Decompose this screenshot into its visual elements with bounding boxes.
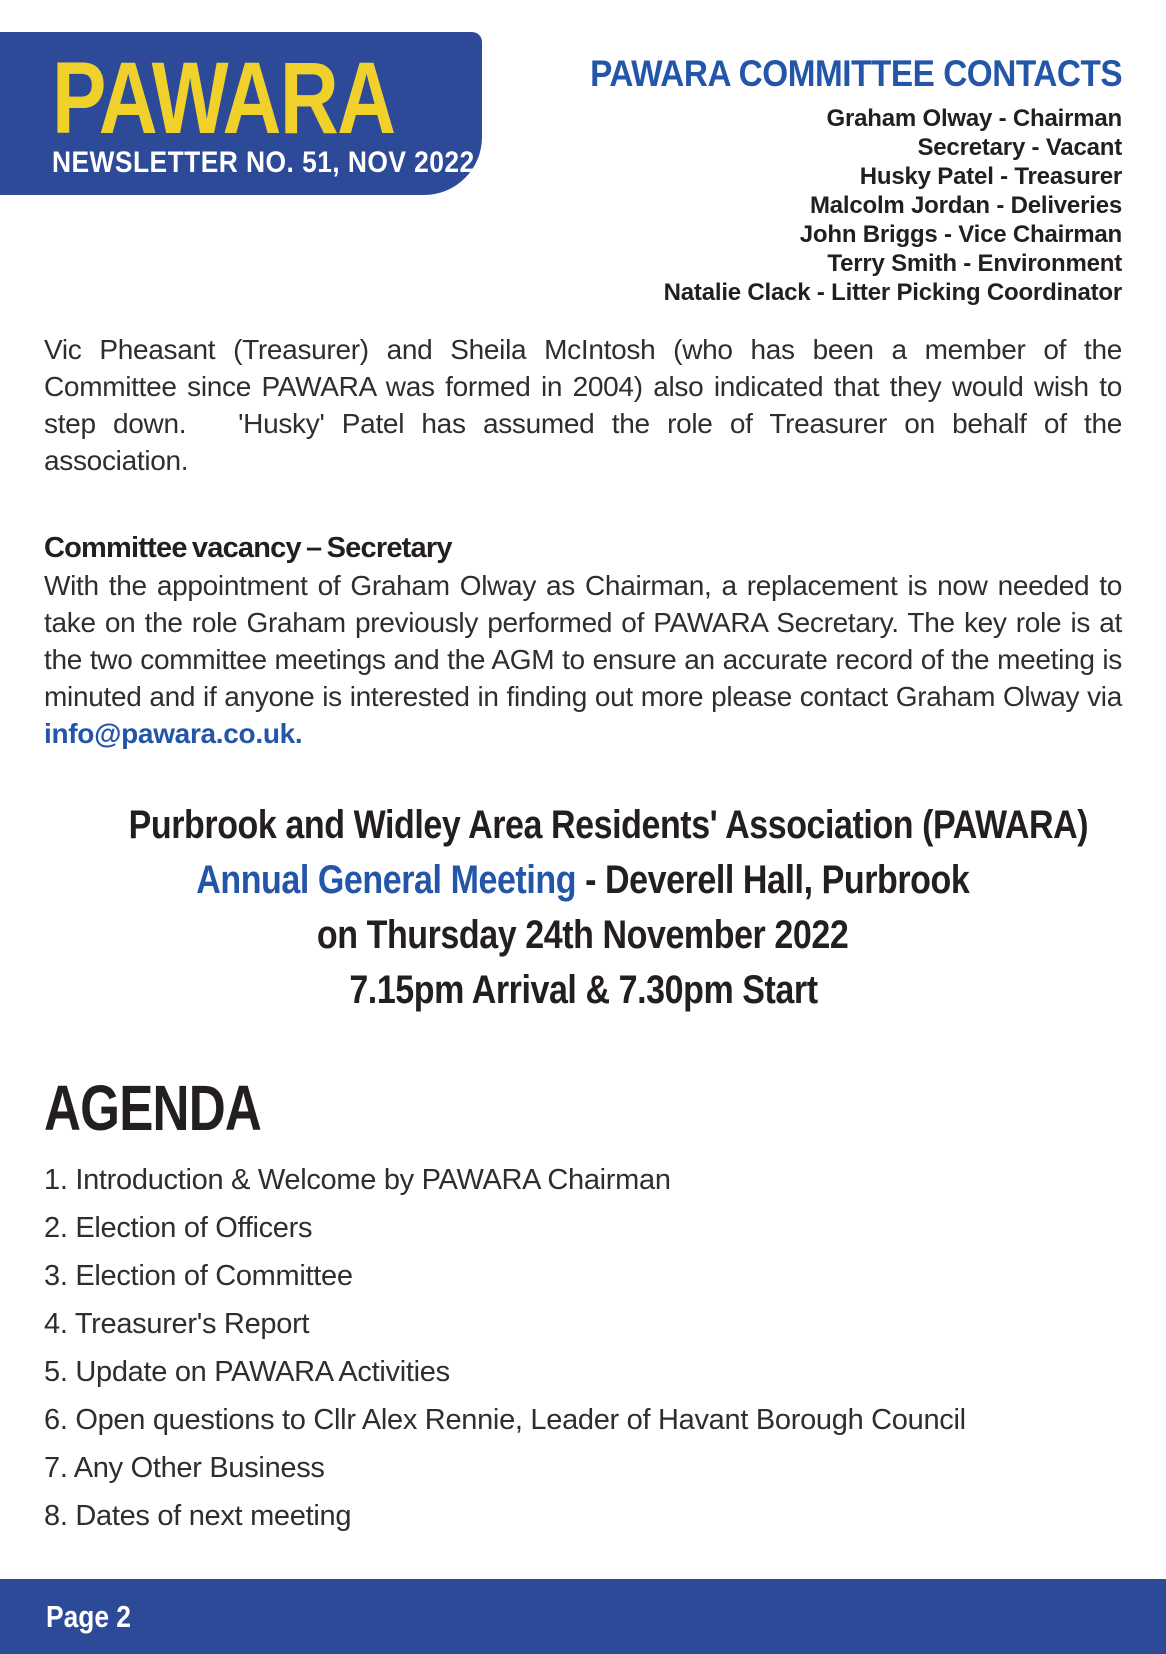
announcement-line-4 <box>44 967 1122 1022</box>
agenda-item: 5. Update on PAWARA Activities <box>44 1356 450 1388</box>
vacancy-paragraph-text: With the appointment of Graham Olway as Chairman, a replacement is now needed to take on the role Graham previously performed of PAWARA Secretary. The key role is at the two committee meetings and the AGM to ensure an accurate record of the meeting is minuted and if anyone is interested in finding out more please contact Graham Olway via <box>44 570 1122 712</box>
vacancy-paragraph <box>44 567 1122 752</box>
agenda-item: 1. Introduction & Welcome by PAWARA Chairman <box>44 1164 671 1196</box>
announcement-line-2 <box>44 857 1122 912</box>
contact-member: Terry Smith - Environment <box>827 250 1122 277</box>
association-name: Purbrook and Widley Area Residents' Association (PAWARA) <box>128 803 1089 847</box>
contact-member: John Briggs - Vice Chairman <box>799 221 1122 248</box>
treasurer-change-paragraph: Vic Pheasant (Treasurer) and Sheila McIntosh (who has been a member of the Committee since PAWARA was formed in 2004) also indicated that they would wish to step down. 'Husky' Patel has assumed the role of Treasurer on behalf of the association. <box>44 334 1122 476</box>
announcement-line-3 <box>44 912 1122 967</box>
agenda-item: 2. Election of Officers <box>44 1212 313 1244</box>
agenda-title: AGENDA <box>44 1072 262 1144</box>
meeting-date: on Thursday 24th November 2022 <box>317 913 849 957</box>
pawara-logo-text: PAWARA <box>52 41 395 155</box>
contacts-title-line <box>482 52 1122 104</box>
agenda-item: 7. Any Other Business <box>44 1452 325 1484</box>
agm-announcement <box>44 802 1122 1022</box>
agenda-item: 6. Open questions to Cllr Alex Rennie, Leader of Havant Borough Council <box>44 1404 966 1436</box>
announcement-line-1 <box>44 802 1122 857</box>
logo-title-line <box>52 41 482 155</box>
contacts-title: PAWARA COMMITTEE CONTACTS <box>589 53 1122 94</box>
contact-member: Husky Patel - Treasurer <box>859 163 1122 190</box>
page-footer <box>0 1579 1166 1654</box>
agenda-item: 8. Dates of next meeting <box>44 1500 352 1532</box>
email-link[interactable]: info@pawara.co.uk. <box>44 718 303 749</box>
page-number-label: Page 2 <box>46 1598 131 1634</box>
newsletter-issue-label: NEWSLETTER NO. 51, NOV 2022 <box>52 146 475 179</box>
logo-subtitle-line <box>52 146 482 178</box>
agenda-item: 4. Treasurer's Report <box>44 1308 310 1340</box>
meeting-time: 7.15pm Arrival & 7.30pm Start <box>348 968 818 1012</box>
contact-member: Secretary - Vacant <box>917 134 1122 161</box>
agm-label: Annual General Meeting <box>196 858 577 902</box>
pawara-logo-box <box>0 32 482 195</box>
agenda-list <box>44 1165 1122 1531</box>
agenda-item: 3. Election of Committee <box>44 1260 353 1292</box>
venue-label: - Deverell Hall, Purbrook <box>576 858 970 902</box>
vacancy-heading: Committee vacancy – Secretary <box>44 532 452 564</box>
page-header <box>0 32 1166 307</box>
contact-member: Malcolm Jordan - Deliveries <box>809 192 1122 219</box>
contact-member: Graham Olway - Chairman <box>826 105 1122 132</box>
committee-contacts <box>482 32 1166 307</box>
contact-member: Natalie Clack - Litter Picking Coordinator <box>663 279 1122 306</box>
page-content <box>0 331 1166 1531</box>
agenda-title-line <box>44 1072 1122 1157</box>
